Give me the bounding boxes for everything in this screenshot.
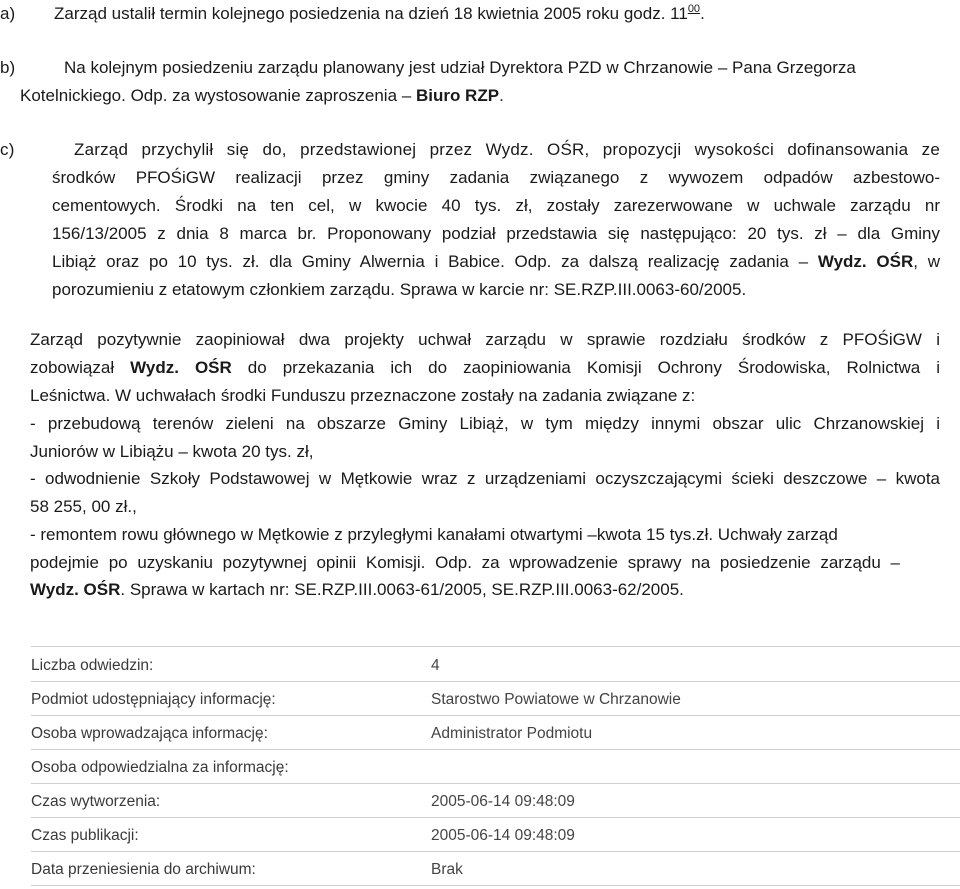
para2-line9: podejmie po uzyskaniu pozytywnej opinii Komisji. Odp. za wprowadzenie sprawy na posiedzenie zarządu – (30, 553, 900, 572)
item-b-text: Na kolejnym posiedzeniu zarządu planowany jest udział Dyrektora PZD w Chrzanowie – Pana Grzegorza (64, 58, 856, 77)
item-b-line1 (0, 58, 856, 78)
meta-key: Czas wytworzenia: (31, 793, 161, 810)
para2-line8: - remontem rowu głównego w Mętkowie z przyległymi kanałami otwartymi –kwota 15 tys.zł. Uchwały zarząd (30, 525, 838, 544)
para2-line4: - przebudową terenów zieleni na obszarze Gminy Libiąż, w tym między innymi obszar ulic Chrzanowskiej i (30, 414, 940, 433)
item-b-end: . (499, 86, 504, 105)
meta-value: 2005-06-14 09:48:09 (431, 793, 575, 810)
item-c-line3: cementowych. Środki na ten cel, w kwocie 40 tys. zł, zostały zarezerwowane w uchwale zarządu nr (52, 196, 940, 215)
item-b-line2-text: Kotelnickiego. Odp. za wystosowanie zaproszenia – (20, 86, 416, 105)
para2-line3: Leśnictwa. W uchwałach środki Funduszu przeznaczone zostały na zadania związane z: (30, 386, 696, 405)
meta-key: Osoba wprowadzająca informację: (31, 725, 268, 742)
meta-value: Brak (431, 861, 463, 878)
para2-responsible-final: Wydz. OŚR (30, 580, 121, 599)
para2-line10 (30, 580, 684, 600)
divider (31, 783, 960, 784)
item-c-text1: Zarząd przychylił się do, przedstawionej przez Wydz. OŚR, propozycji wysokości dofinansowania ze (74, 140, 940, 159)
divider (31, 749, 960, 750)
item-a (0, 4, 705, 24)
item-a-end: . (700, 4, 705, 23)
item-b-line2 (20, 86, 504, 106)
divider (31, 715, 960, 716)
para2-line1: Zarząd pozytywnie zaopiniował dwa projekty uchwał zarządu w sprawie rozdziału środków z PFOŚiGW i (30, 330, 940, 349)
divider (31, 646, 960, 647)
item-c-line4: 156/13/2005 z dnia 8 marca br. Proponowany podział przedstawia się następująco: 20 tys. zł – dla Gminy (52, 224, 940, 243)
item-a-label: a) (0, 4, 16, 23)
item-c-line5-end: , w (913, 252, 940, 271)
para2-line5: Juniorów w Libiążu – kwota 20 tys. zł, (30, 442, 314, 461)
meta-key: Czas publikacji: (31, 827, 139, 844)
divider (31, 817, 960, 818)
item-c-line2: środków PFOŚiGW realizacji przez gminy zadania związanego z wywozem odpadów azbestowo- (52, 168, 940, 187)
item-b-label: b) (0, 58, 16, 77)
item-c-label: c) (0, 140, 15, 159)
meta-value: 4 (431, 657, 440, 674)
para2-line7: 58 255, 00 zł., (30, 497, 137, 516)
para2-responsible: Wydz. OŚR (130, 358, 232, 377)
item-c-responsible: Wydz. OŚR (817, 252, 914, 271)
divider (31, 885, 960, 886)
item-a-text: Zarząd ustalił termin kolejnego posiedzenia na dzień 18 kwietnia 2005 roku godz. 11 (54, 4, 688, 23)
meta-value: Administrator Podmiotu (431, 725, 593, 742)
para2-line2-end: do przekazania ich do zaopiniowania Komisji Ochrony Środowiska, Rolnictwa i (231, 358, 940, 377)
meta-key: Liczba odwiedzin: (31, 657, 154, 674)
divider (31, 851, 960, 852)
item-a-time-superscript: 00 (687, 3, 701, 15)
para2-line6: - odwodnienie Szkoły Podstawowej w Mętkowie wraz z urządzeniami oczyszczającymi ścieki deszczowe – kwota (30, 469, 940, 488)
item-b-responsible: Biuro RZP (415, 86, 500, 105)
para2-line10-text: . Sprawa w kartach nr: SE.RZP.III.0063-61/2005, SE.RZP.III.0063-62/2005. (120, 580, 684, 599)
item-c-line5-text: Libiąż oraz po 10 tys. zł. dla Gminy Alwernia i Babice. Odp. za dalszą realizację zadania – (52, 252, 818, 271)
meta-value: Starostwo Powiatowe w Chrzanowie (431, 691, 681, 708)
meta-value: 2005-06-14 09:48:09 (431, 827, 575, 844)
item-c-line1 (0, 140, 940, 160)
meta-key: Podmiot udostępniający informację: (31, 691, 276, 708)
item-c-line5 (52, 252, 940, 272)
para2-line2-text: zobowiązał (30, 358, 131, 377)
para2-line2 (30, 358, 940, 378)
meta-key: Data przeniesienia do archiwum: (31, 861, 256, 878)
item-c-line6: porozumieniu z etatowym członkiem zarządu. Sprawa w karcie nr: SE.RZP.III.0063-60/2005. (52, 280, 747, 299)
meta-key: Osoba odpowiedzialna za informację: (31, 759, 289, 776)
divider (31, 681, 960, 682)
